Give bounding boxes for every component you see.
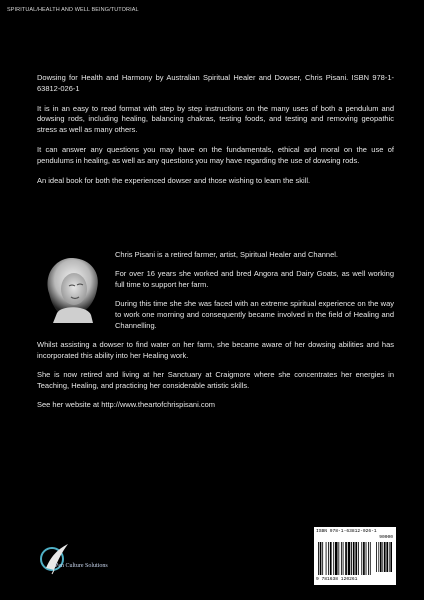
blurb-paragraph-audience: An ideal book for both the experienced dowser and those wishing to learn the skill. [37,175,311,185]
blurb-section [37,73,394,196]
blurb-paragraph-description: It is in an easy to read format with step by step instructions on the many uses of both a pendulum and dowsing rods, including healing, balancing chakras, testing foods, and testing and removing geopathic stress as well as many others. [37,103,394,134]
author-portrait [39,253,105,323]
category-label: SPIRITUAL/HEALTH AND WELL BEING/TUTORIAL [7,7,139,13]
barcode-price-code: 90000 [379,535,393,540]
blurb-paragraph-title: Dowsing for Health and Harmony by Australian Spiritual Healer and Dowser, Chris Pisani. ISBN 978-1-63812-026-1 [37,73,394,93]
bio-paragraph-dowsing: Whilst assisting a dowser to find water on her farm, she became aware of her dowsing abilities and has incorporated this ability into her Healing work. [37,339,394,360]
bio-paragraph-goats: For over 16 years she worked and bred Angora and Dairy Goats, as well working full time to support her farm. [115,269,394,289]
bio-paragraph-intro: Chris Pisani is a retired farmer, artist, Spiritual Healer and Channel. [115,250,339,259]
barcode-isbn-text: ISBN 978-1-63812-026-1 [316,529,377,534]
publisher-logo-icon [36,540,122,576]
author-bio-section [37,250,394,419]
barcode-digits: 9 781638 120261 [316,577,358,582]
bio-paragraph-retirement: She is now retired and living at her Sanctuary at Craigmore where she concentrates her energies in Teaching, Healing, and practicing her considerable artistic skills. [37,369,394,390]
publisher-name: Pen Culture Solutions [55,563,108,569]
bio-paragraph-website[interactable]: See her website at http://www.theartofchrispisani.com [37,399,216,409]
bio-paragraph-experience: During this time she she was faced with an extreme spiritual experience on the way to work one morning and consequently became involved in the field of Healing and Channelling. [115,299,394,330]
blurb-paragraph-questions: It can answer any questions you may have on the fundamentals, ethical and moral on the use of pendulums in healing, as well as any questions you may have regarding the use of dowsing rods. [37,145,394,165]
isbn-barcode [314,527,396,585]
